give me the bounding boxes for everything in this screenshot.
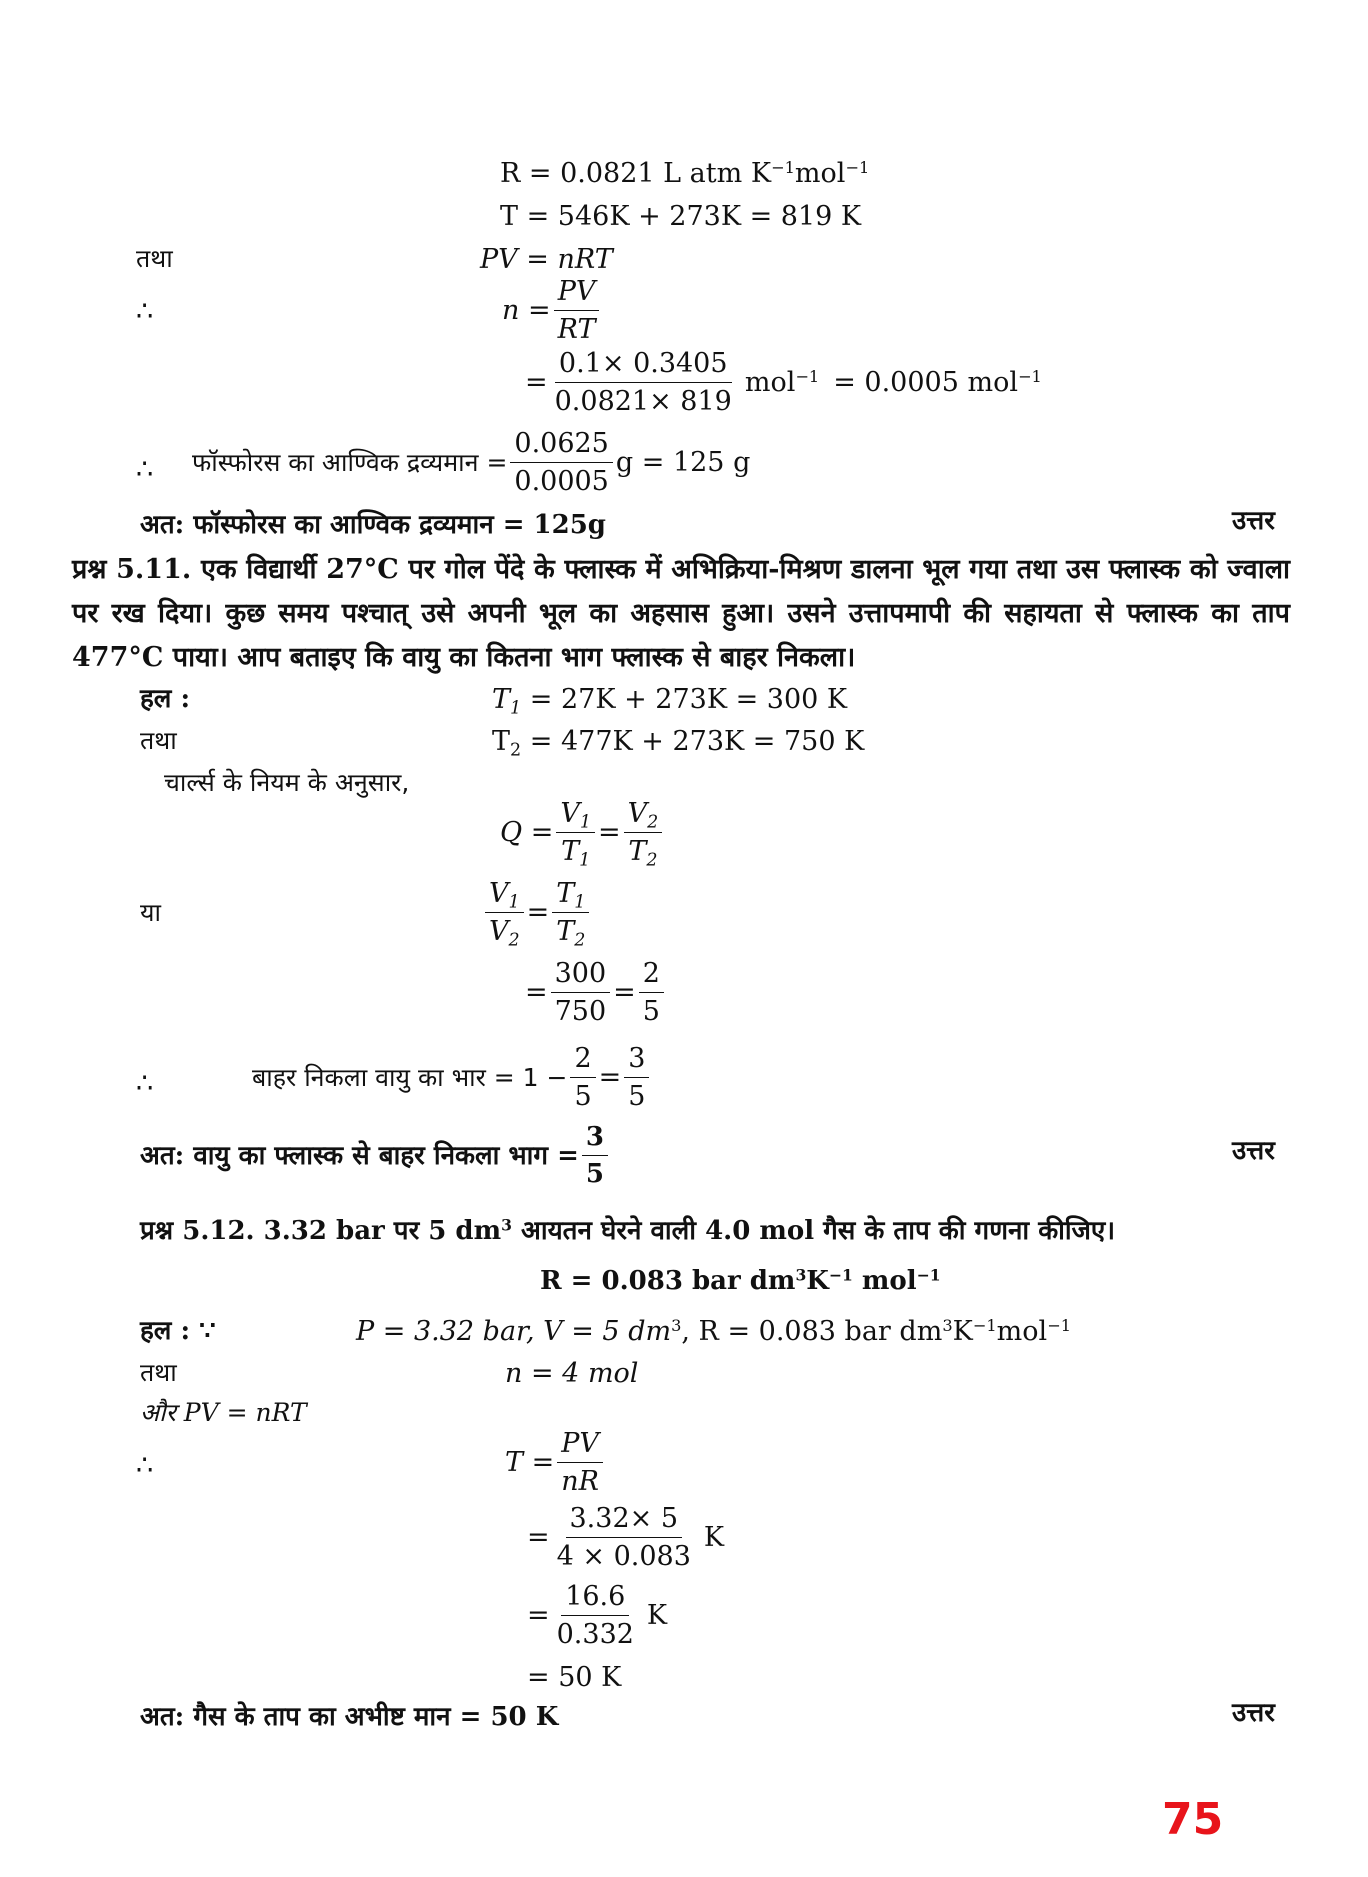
t2-line: $T_2 = 477K + 273K = 750$ K [492, 726, 865, 761]
temperature-formula: T = $\frac{PV}{nR}$ [505, 1430, 606, 1495]
temperature-calc-1: = $\frac{3.32\times 5}{4 \times 0.083}$ K [527, 1503, 725, 1572]
ya-label: या [140, 898, 161, 927]
ideal-gas-equation: PV = nRT [480, 244, 613, 275]
charles-law-text: चार्ल्स के नियम के अनुसार, [164, 768, 410, 797]
volume-ratio-calc: = $\frac{300}{750}$ = $\frac{2}{5}$ [525, 960, 667, 1025]
answer-air-fraction: अत: वायु का फ्लास्क से बाहर निकला भाग = $\frac{3}{5}$ [140, 1124, 611, 1187]
temperature-calc-2: = $\frac{16.6}{0.332}$ K [527, 1581, 668, 1650]
hal-label-2: हल : ∵ [140, 1316, 216, 1346]
answer-temperature: अत: गैस के ताप का अभीष्ट मान = 50 K [140, 1702, 559, 1732]
r-given-constant: R = 0.083 bar $dm^3K^{-1}$ mol$^{-1}$ [540, 1265, 941, 1296]
tatha-label-3: तथा [140, 1358, 177, 1387]
therefore-symbol: ∴ [136, 296, 154, 327]
temperature-line: T = 546K + 273K = 819 K [500, 201, 862, 232]
volume-ratio-formula: $\frac{V_1}{V_2}$ = $\frac{T_1}{T_2}$ [482, 880, 592, 945]
uttar-label-2: उत्तर [1232, 1136, 1275, 1166]
uttar-label-3: उत्तर [1232, 1698, 1275, 1728]
moles-line: n = 4 mol [505, 1358, 639, 1389]
n-formula: n = $\frac{PV}{RT}$ [502, 278, 602, 343]
t1-line: $T_1 = 27K + 273K = 300$ K [492, 684, 848, 719]
therefore-symbol-2: ∴ [136, 454, 154, 485]
answer-molecular-mass: अत: फॉस्फोरस का आण्विक द्रव्यमान = 125g [140, 510, 606, 540]
hal-label: हल : [140, 684, 191, 714]
r-constant-line: R = 0.0821 L atm $K^{-1}mol^{-1}$ [500, 158, 870, 189]
molecular-mass-calc: फॉस्फोरस का आण्विक द्रव्यमान = $\frac{0.0625}{0.0005}$ g = 125 g [192, 428, 751, 497]
air-expelled-calc: बाहर निकला वायु का भार = 1 − $\frac{2}{5}$ = $\frac{3}{5}$ [252, 1045, 652, 1110]
therefore-symbol-3: ∴ [136, 1068, 154, 1099]
given-values-line: P = 3.32 bar, V = 5 $dm^3$, R = 0.083 bar $dm^3K^{-1}mol^{-1}$ [356, 1316, 1072, 1347]
tatha-label-2: तथा [140, 726, 177, 755]
question-5-12: प्रश्न 5.12. 3.32 bar पर 5 $dm^3$ आयतन घेरने वाली 4.0 mol गैस के ताप की गणना कीजिए। [140, 1215, 1116, 1246]
question-5-11: प्रश्न 5.11. एक विद्यार्थी 27°C पर गोल पेंदे के फ्लास्क में अभिक्रिया-मिश्रण डालना भूल गया तथा उस फ्लास्क को ज्वाला पर रख दिया। कुछ समय पश्चात् उसे अपनी भूल का अहसास हुआ। उसने उत्तापमापी की सहायता से फ्लास्क का ताप 477°C पाया। आप बताइए कि वायु का कितना भाग फ्लास्क से बाहर निकला। [72, 554, 1290, 673]
temperature-result: = 50 K [527, 1662, 622, 1693]
n-calculation: = $\frac{0.1\times 0.3405}{0.0821\times 819}$ mol$^{-1}$ = 0.0005 mol$^{-1}$ [525, 348, 1042, 417]
tatha-label: तथा [136, 244, 173, 273]
uttar-label-1: उत्तर [1232, 506, 1275, 536]
therefore-symbol-4: ∴ [136, 1450, 154, 1481]
charles-law-formula: Q = $\frac{V_1}{T_1}$ = $\frac{V_2}{T_2}$ [500, 800, 665, 865]
page-number: 75 [1162, 1794, 1224, 1845]
aur-ideal-gas: और PV = nRT [140, 1398, 307, 1427]
